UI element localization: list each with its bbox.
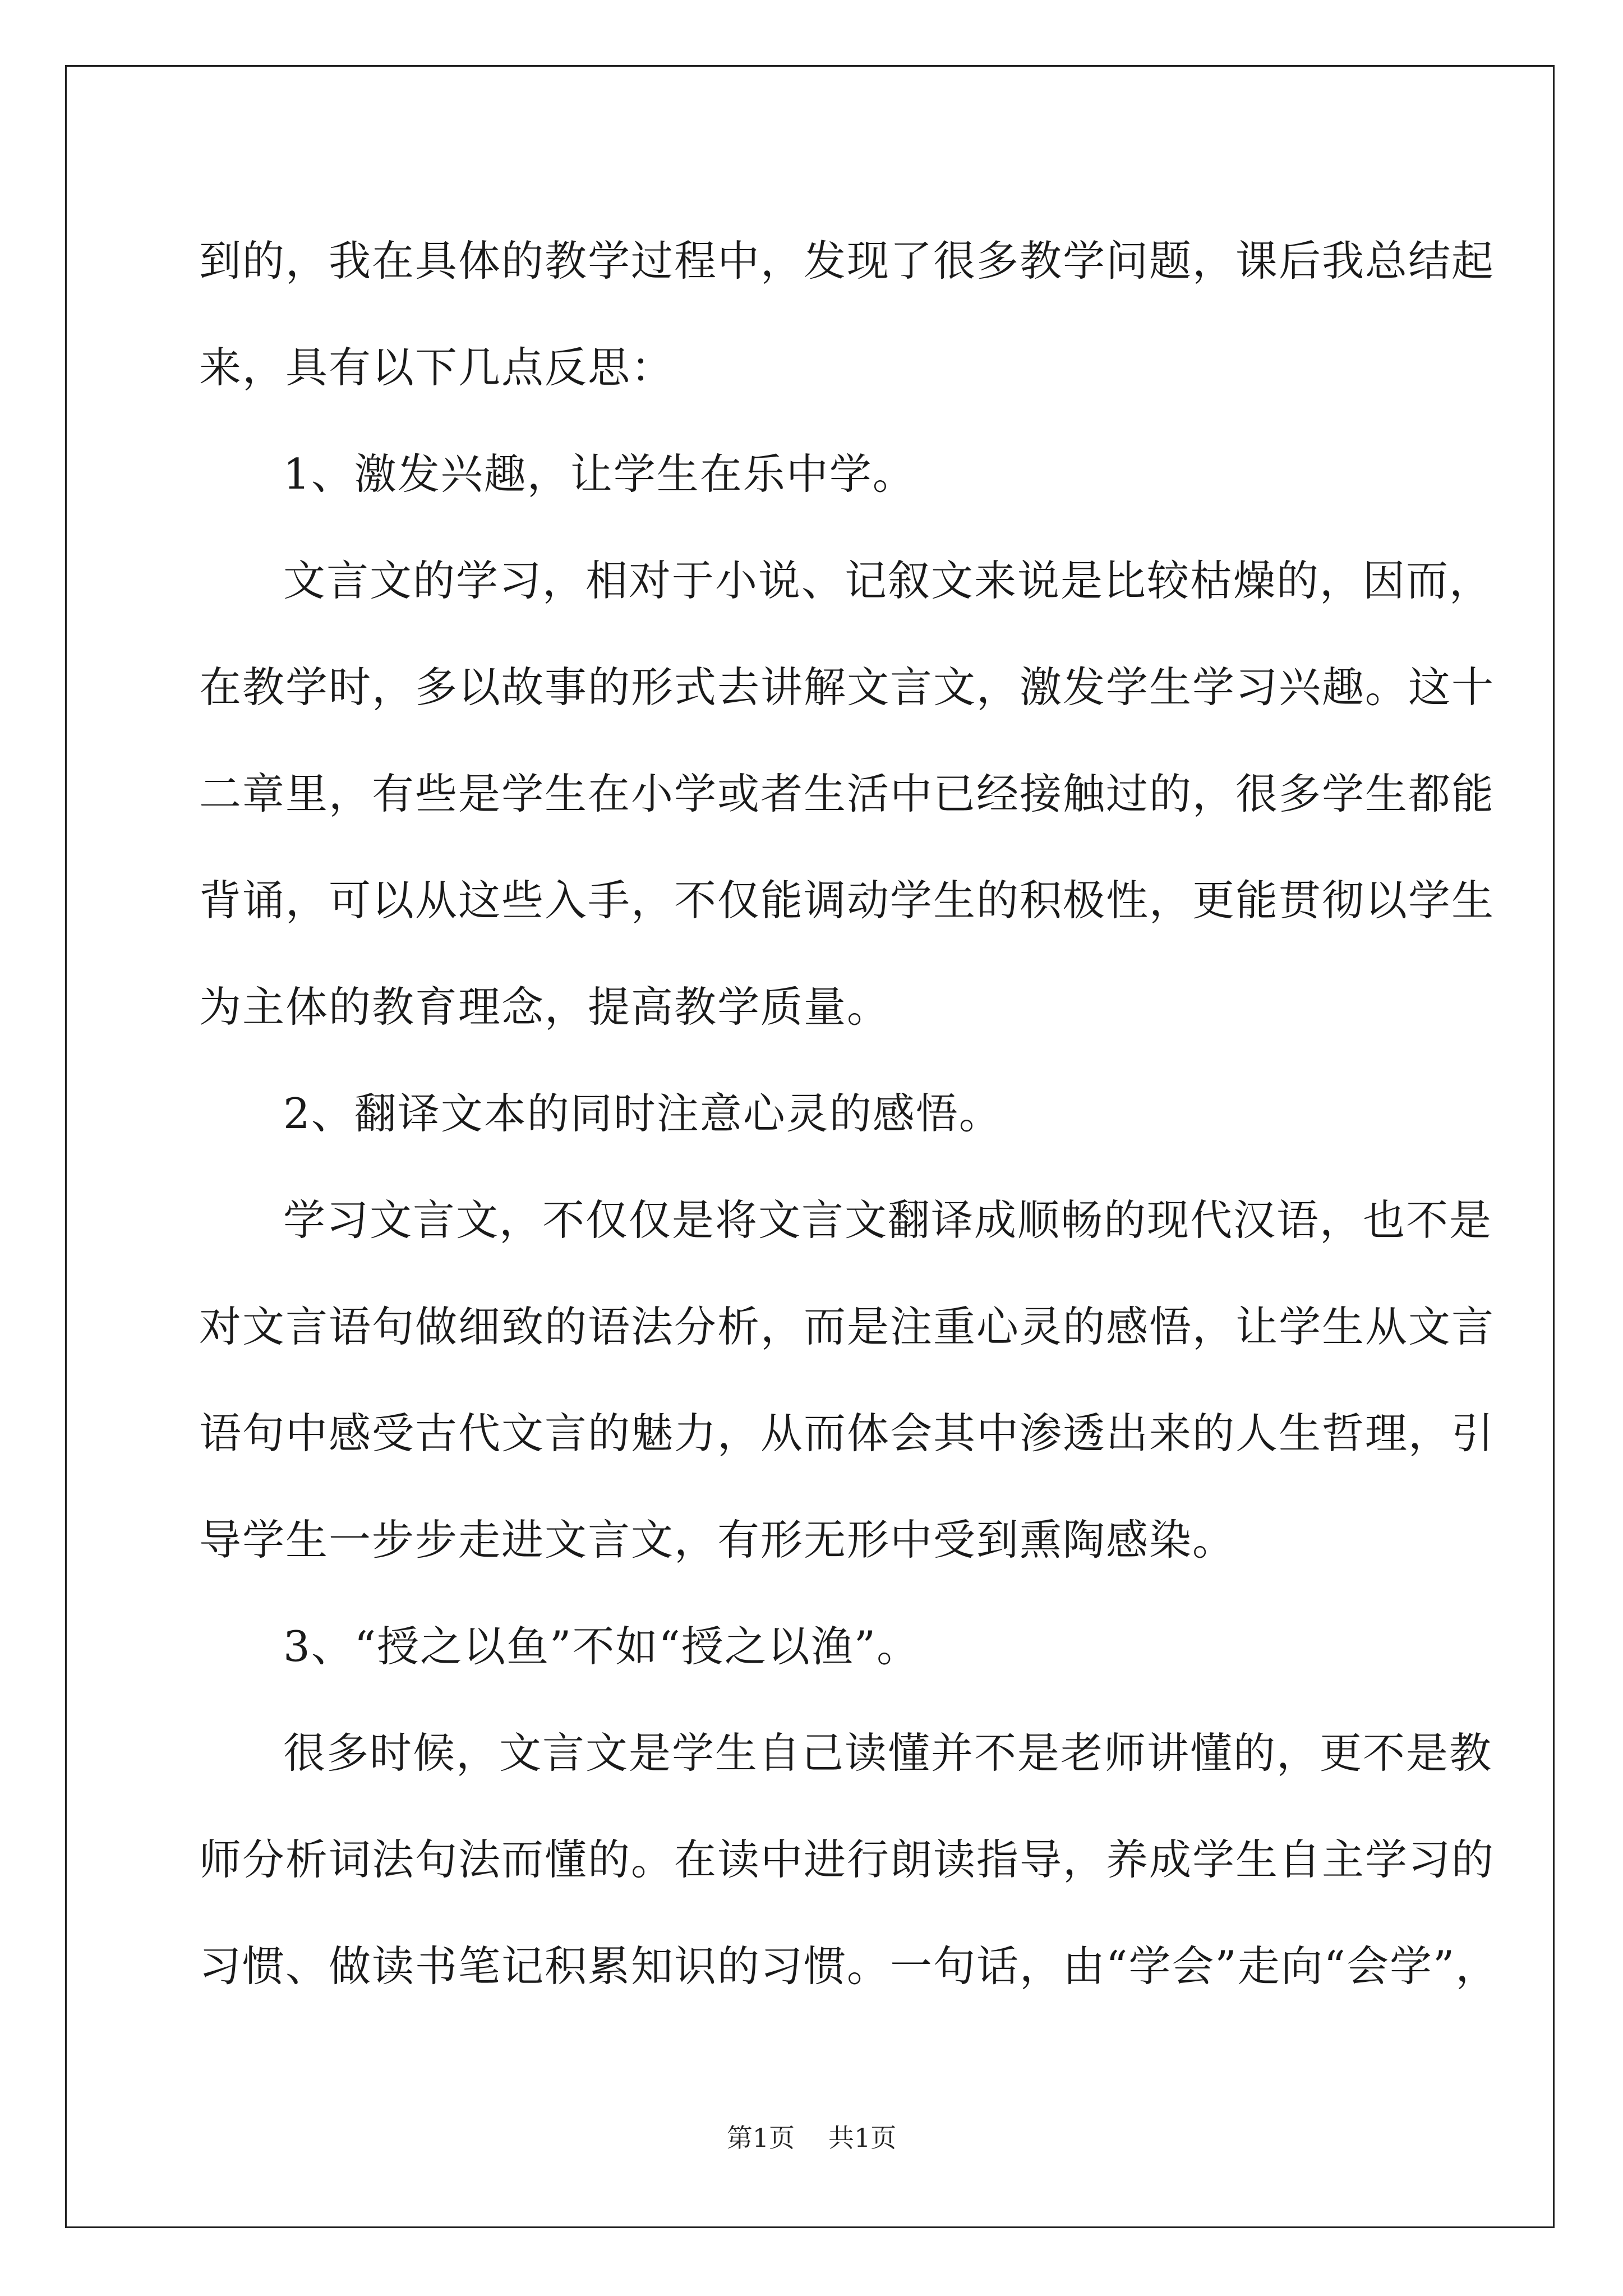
text-line: 二章里，有些是学生在小学或者生活中已经接触过的，很多学生都能 [199, 769, 1495, 818]
document-body [199, 208, 1499, 2019]
section-heading-2: 2、翻译文本的同时注意心灵的感悟。 [283, 1089, 1002, 1138]
page-number: 第1页 [726, 2123, 795, 2153]
paragraph-start: 文言文的学习，相对于小说、记叙文来说是比较枯燥的，因而， [283, 556, 1493, 605]
text-line: 到的，我在具体的教学过程中，发现了很多教学问题，课后我总结起 [199, 236, 1495, 286]
text-line: 习惯、做读书笔记积累知识的习惯。一句话，由“学会”走向“会学”， [199, 1941, 1499, 1991]
paragraph-start: 学习文言文，不仅仅是将文言文翻译成顺畅的现代汉语，也不是 [283, 1195, 1493, 1245]
text-line: 导学生一步步走进文言文，有形无形中受到熏陶感染。 [199, 1515, 1236, 1565]
text-line: 师分析词法句法而懂的。在读中进行朗读指导，养成学生自主学习的 [199, 1835, 1495, 1884]
page-total: 共1页 [828, 2123, 897, 2153]
text-line: 来，具有以下几点反思： [199, 343, 675, 392]
text-line: 语句中感受古代文言的魅力，从而体会其中渗透出来的人生哲理，引 [199, 1409, 1495, 1458]
text-line: 在教学时，多以故事的形式去讲解文言文，激发学生学习兴趣。这十 [199, 662, 1495, 712]
paragraph-start: 很多时候，文言文是学生自己读懂并不是老师讲懂的，更不是教 [283, 1728, 1493, 1778]
page-footer [0, 2118, 1623, 2155]
section-heading-3: 3、“授之以鱼”不如“授之以渔”。 [283, 1622, 920, 1671]
text-line: 对文言语句做细致的语法分析，而是注重心灵的感悟，让学生从文言 [199, 1302, 1495, 1351]
text-line: 背诵，可以从这些入手，不仅能调动学生的积极性，更能贯彻以学生 [199, 876, 1495, 925]
section-heading-1: 1、激发兴趣，让学生在乐中学。 [283, 449, 916, 499]
text-line: 为主体的教育理念，提高教学质量。 [199, 982, 891, 1032]
